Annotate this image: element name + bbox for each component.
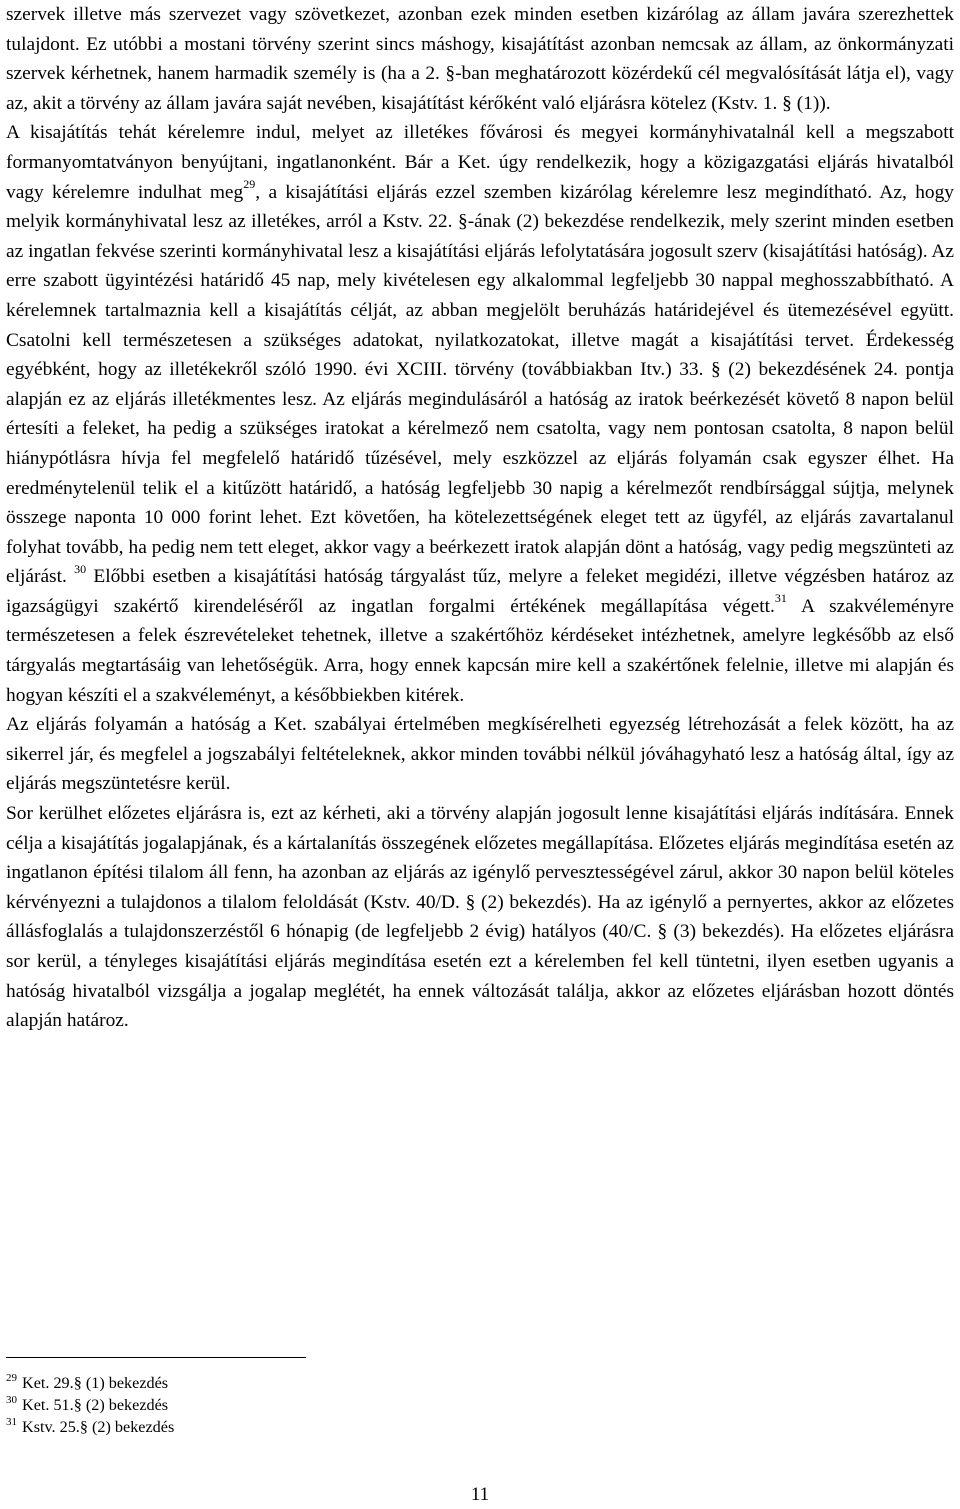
paragraph-1	[6, 0, 954, 118]
page-number: 11	[470, 1484, 490, 1505]
footnote-separator	[6, 1357, 306, 1358]
paragraph-4	[6, 799, 954, 1036]
footnote-number: 29	[6, 1371, 17, 1384]
paragraph-3	[6, 710, 954, 799]
footnote-text: Ket. 51.§ (2) bekezdés	[22, 1396, 169, 1414]
paragraph-text: A szakvéleményre természetesen a felek észrevételeket tehetnek, illetve a szakértőhöz kérdéseket intézhetnek, amelyre legkésőbb az első tárgyalás megtartásáig van lehetőségük. Arra, hogy ennek kapcsán mire kell a szakértőnek felelnie, illetve mi alapján és hogyan készíti el a szakvéleményt, a későbbiekben kitérek.	[6, 595, 954, 706]
footnote-text: Kstv. 25.§ (2) bekezdés	[22, 1418, 175, 1436]
footnotes	[6, 1372, 174, 1438]
footnote-30	[6, 1394, 174, 1416]
paragraph-2	[6, 118, 954, 710]
footnote-text: Ket. 29.§ (1) bekezdés	[22, 1374, 169, 1392]
paragraph-text: A kisajátítás tehát kérelemre indul, melyet az illetékes fővárosi és megyei kormányhivatalnál kell a megszabott formanyomtatványon benyújtani, ingatlanonként. Bár a Ket. úgy rendelkezik, hogy a közigazgatási eljárás hivatalból vagy kérelemre indulhat meg	[6, 122, 954, 203]
footnote-reference-29: 29	[243, 177, 256, 192]
paragraph-text: Az eljárás folyamán a hatóság a Ket. szabályai értelmében megkísérelheti egyezség létrehozását a felek között, ha az sikerrel jár, és megfelel a jogszabályi feltételeknek, akkor minden további nélkül jóváhagyható lesz a hatóság által, így az eljárás megszüntetésre kerül.	[6, 714, 954, 795]
paragraph-text: szervek illetve más szervezet vagy szövetkezet, azonban ezek minden esetben kizárólag az állam javára szerezhettek tulajdont. Ez utóbbi a mostani törvény szerint sincs máshogy, kisajátítást azonban nemcsak az állam, az önkormányzati szervek kérhetnek, hanem harmadik személy is (ha a 2. §-ban meghatározott közérdekű cél megvalósítását látja el), vagy az, akit a törvény az állam javára saját nevében, kisajátítást kérőként való eljárásra kötelez (Kstv. 1. § (1)).	[6, 4, 954, 114]
paragraph-text: , a kisajátítási eljárás ezzel szemben kizárólag kérelemre lesz megindítható. Az, hogy melyik kormányhivatal lesz az illetékes, arról a Kstv. 22. §-ának (2) bekezdése rendelkezik, mely szerint minden esetben az ingatlan fekvése szerinti kormányhivatal lesz a kisajátítási eljárás lefolytatására jogosult szerv (kisajátítási hatóság). Az erre szabott ügyintézési határidő 45 nap, mely kivételesen egy alkalommal legfeljebb 30 nappal meghosszabbítható. A kérelemnek tartalmaznia kell a kisajátítás célját, az abban megjelölt beruházás határidejével és ütemezésével együtt. Csatolni kell természetesen a szükséges adatokat, nyilatkozatokat, illetve magát a kisajátítási tervet. Érdekesség egyébként, hogy az illetékekről szóló 1990. évi XCIII. törvény (továbbiakban Itv.) 33. § (2) bekezdésének 24. pontja alapján ez az eljárás illetékmentes lesz. Az eljárás megindulásáról a hatóság az iratok beérkezését követő 8 napon belül értesíti a feleket, ha pedig a szükséges iratokat a kérelmező nem csatolta, vagy nem pontosan csatolta, 8 napon belül hiánypótlásra hívja fel megfelelő határidő tűzésével, mely eszközzel az eljárás folyamán csak egyszer élhet. Ha eredménytelenül telik el a kitűzött határidő, a hatóság legfeljebb 30 napig a kérelmezőt rendbírsággal sújtja, melynek összege naponta 10 000 forint lehet. Ezt követően, ha kötelezettségének eleget tett az ügyfél, az eljárás zavartalanul folyhat tovább, ha pedig nem tett eleget, akkor vagy a beérkezett iratok alapján dönt a hatóság, vagy pedig megszünteti az eljárást.	[6, 181, 954, 588]
footnote-number: 31	[6, 1415, 17, 1428]
body-text	[6, 0, 954, 1036]
footnote-31	[6, 1416, 174, 1438]
footnote-29	[6, 1372, 174, 1394]
footnote-reference-31: 31	[774, 591, 787, 606]
paragraph-text: Sor kerülhet előzetes eljárásra is, ezt az kérheti, aki a törvény alapján jogosult lenne kisajátítási eljárás indítására. Ennek célja a kisajátítás jogalapjának, és a kártalanítás összegének előzetes megállapítása. Előzetes eljárás megindítása esetén az ingatlanon építési tilalom áll fenn, ha azonban az eljárás az igénylő pervesztességével zárul, akkor 30 napon belül köteles kérvényezni a tulajdonos a tilalom feloldását (Kstv. 40/D. § (2) bekezdés). Ha az igénylő a pernyertes, akkor az előzetes állásfoglalás a tulajdonszerzéstől 6 hónapig (de legfeljebb 2 évig) hatályos (40/C. § (3) bekezdés). Ha előzetes eljárásra sor kerül, a tényleges kisajátítási eljárás megindítása esetén ezt a kérelemben fel kell tüntetni, ilyen esetben ugyanis a hatóság hivatalból vizsgálja a jogalap meglétét, ha ennek változását találja, akkor az előzetes eljárásban hozott döntés alapján határoz.	[6, 803, 954, 1032]
footnote-reference-30: 30	[74, 561, 87, 576]
footnote-number: 30	[6, 1393, 17, 1406]
paragraph-text: Előbbi esetben a kisajátítási hatóság tárgyalást tűz, melyre a feleket megidézi, illetve végzésben határoz az igazságügyi szakértő kirendeléséről az ingatlan forgalmi értékének megállapítása végett.	[6, 566, 954, 617]
